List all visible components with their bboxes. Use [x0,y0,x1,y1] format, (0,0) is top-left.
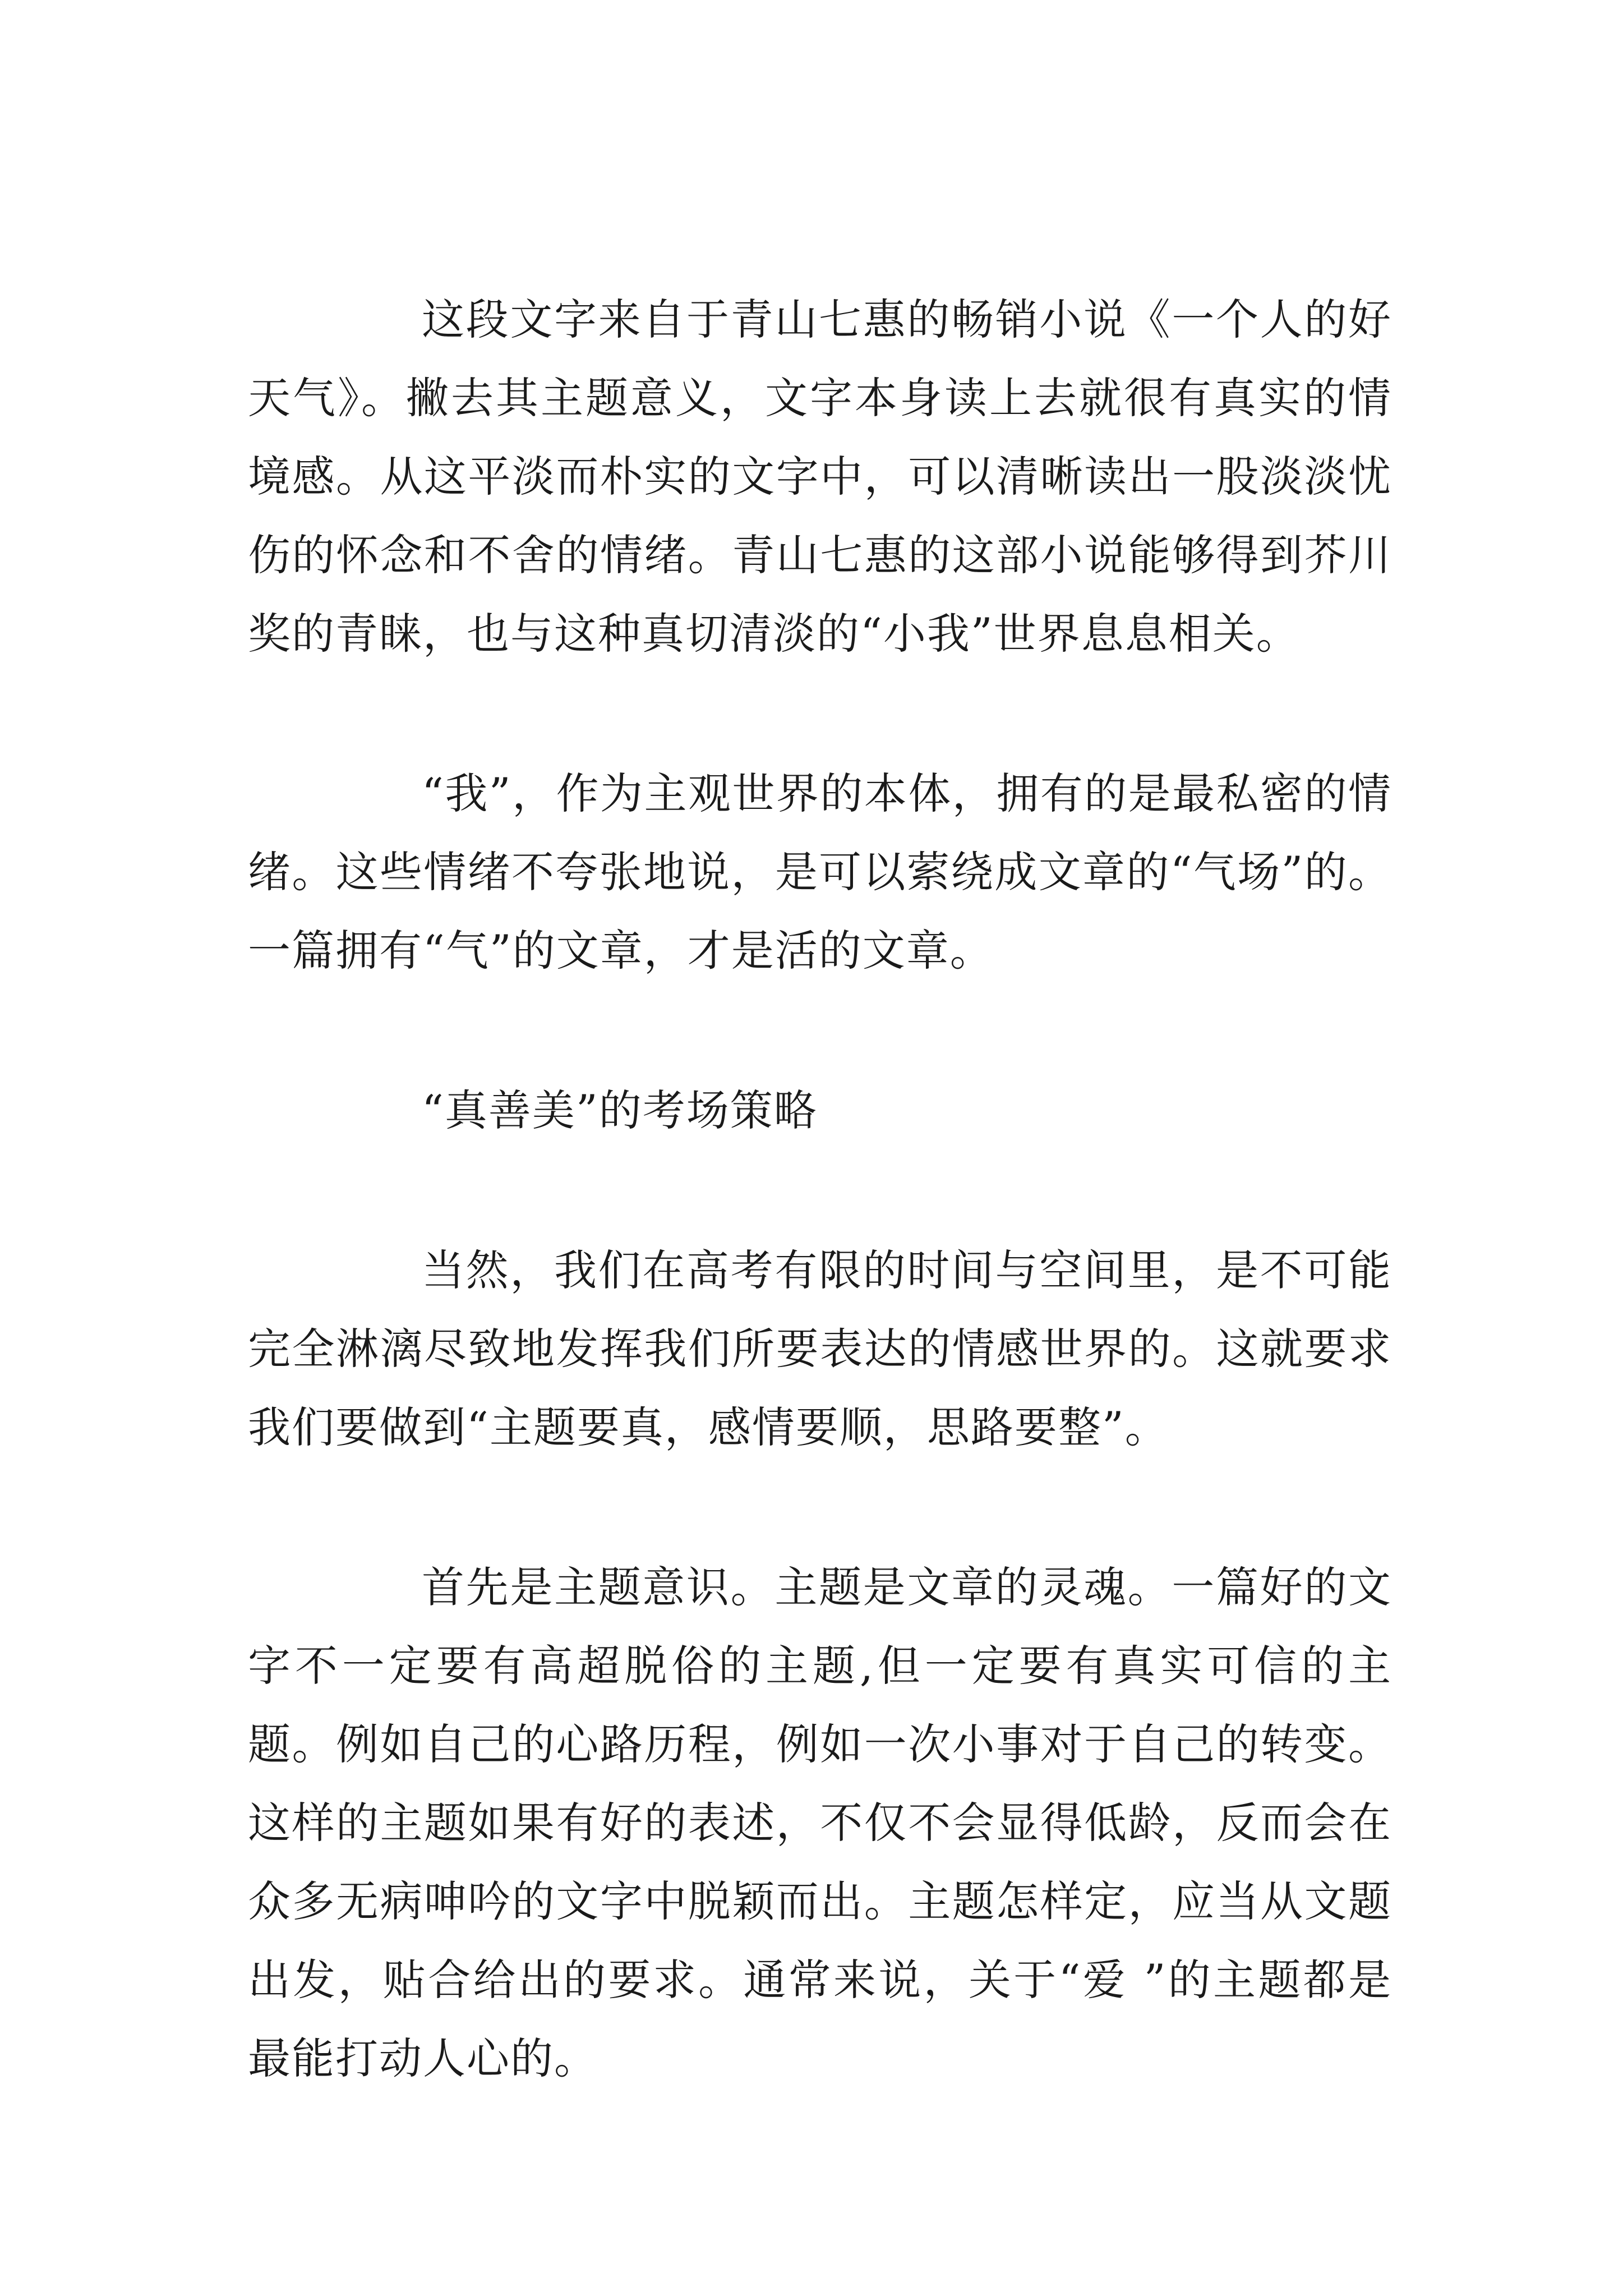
paragraph-3: 当然，我们在高考有限的时间与空间里，是不可能完全淋漓尽致地发挥我们所要表达的情感世界的。这就要求我们要做到“主题要真，感情要顺，思路要整”。 [248,1245,1392,1452]
paragraph-4: 首先是主题意识。主题是文章的灵魂。一篇好的文字不一定要有高超脱俗的主题,但一定要有真实可信的主题。例如自己的心路历程，例如一次小事对于自己的转变。这样的主题如果有好的表述，不仅不会显得低龄，反而会在众多无病呻吟的文字中脱颖而出。主题怎样定，应当从文题出发，贴合给出的要求。通常来说，关于“爱 ”的主题都是最能打动人心的。 [248,1562,1392,2083]
document-body [248,280,1392,2179]
paragraph-1: 这段文字来自于青山七惠的畅销小说《一个人的好天气》。撇去其主题意义，文字本身读上去就很有真实的情境感。从这平淡而朴实的文字中，可以清晰读出一股淡淡忧伤的怀念和不舍的情绪。青山七惠的这部小说能够得到芥川奖的青睐，也与这种真切清淡的“小我”世界息息相关。 [248,295,1392,659]
section-heading: “真善美”的考场策略 [422,1085,818,1135]
paragraph-2: “我”，作为主观世界的本体，拥有的是最私密的情绪。这些情绪不夸张地说，是可以萦绕成文章的“气场”的。一篇拥有“气”的文章，才是活的文章。 [248,769,1392,976]
